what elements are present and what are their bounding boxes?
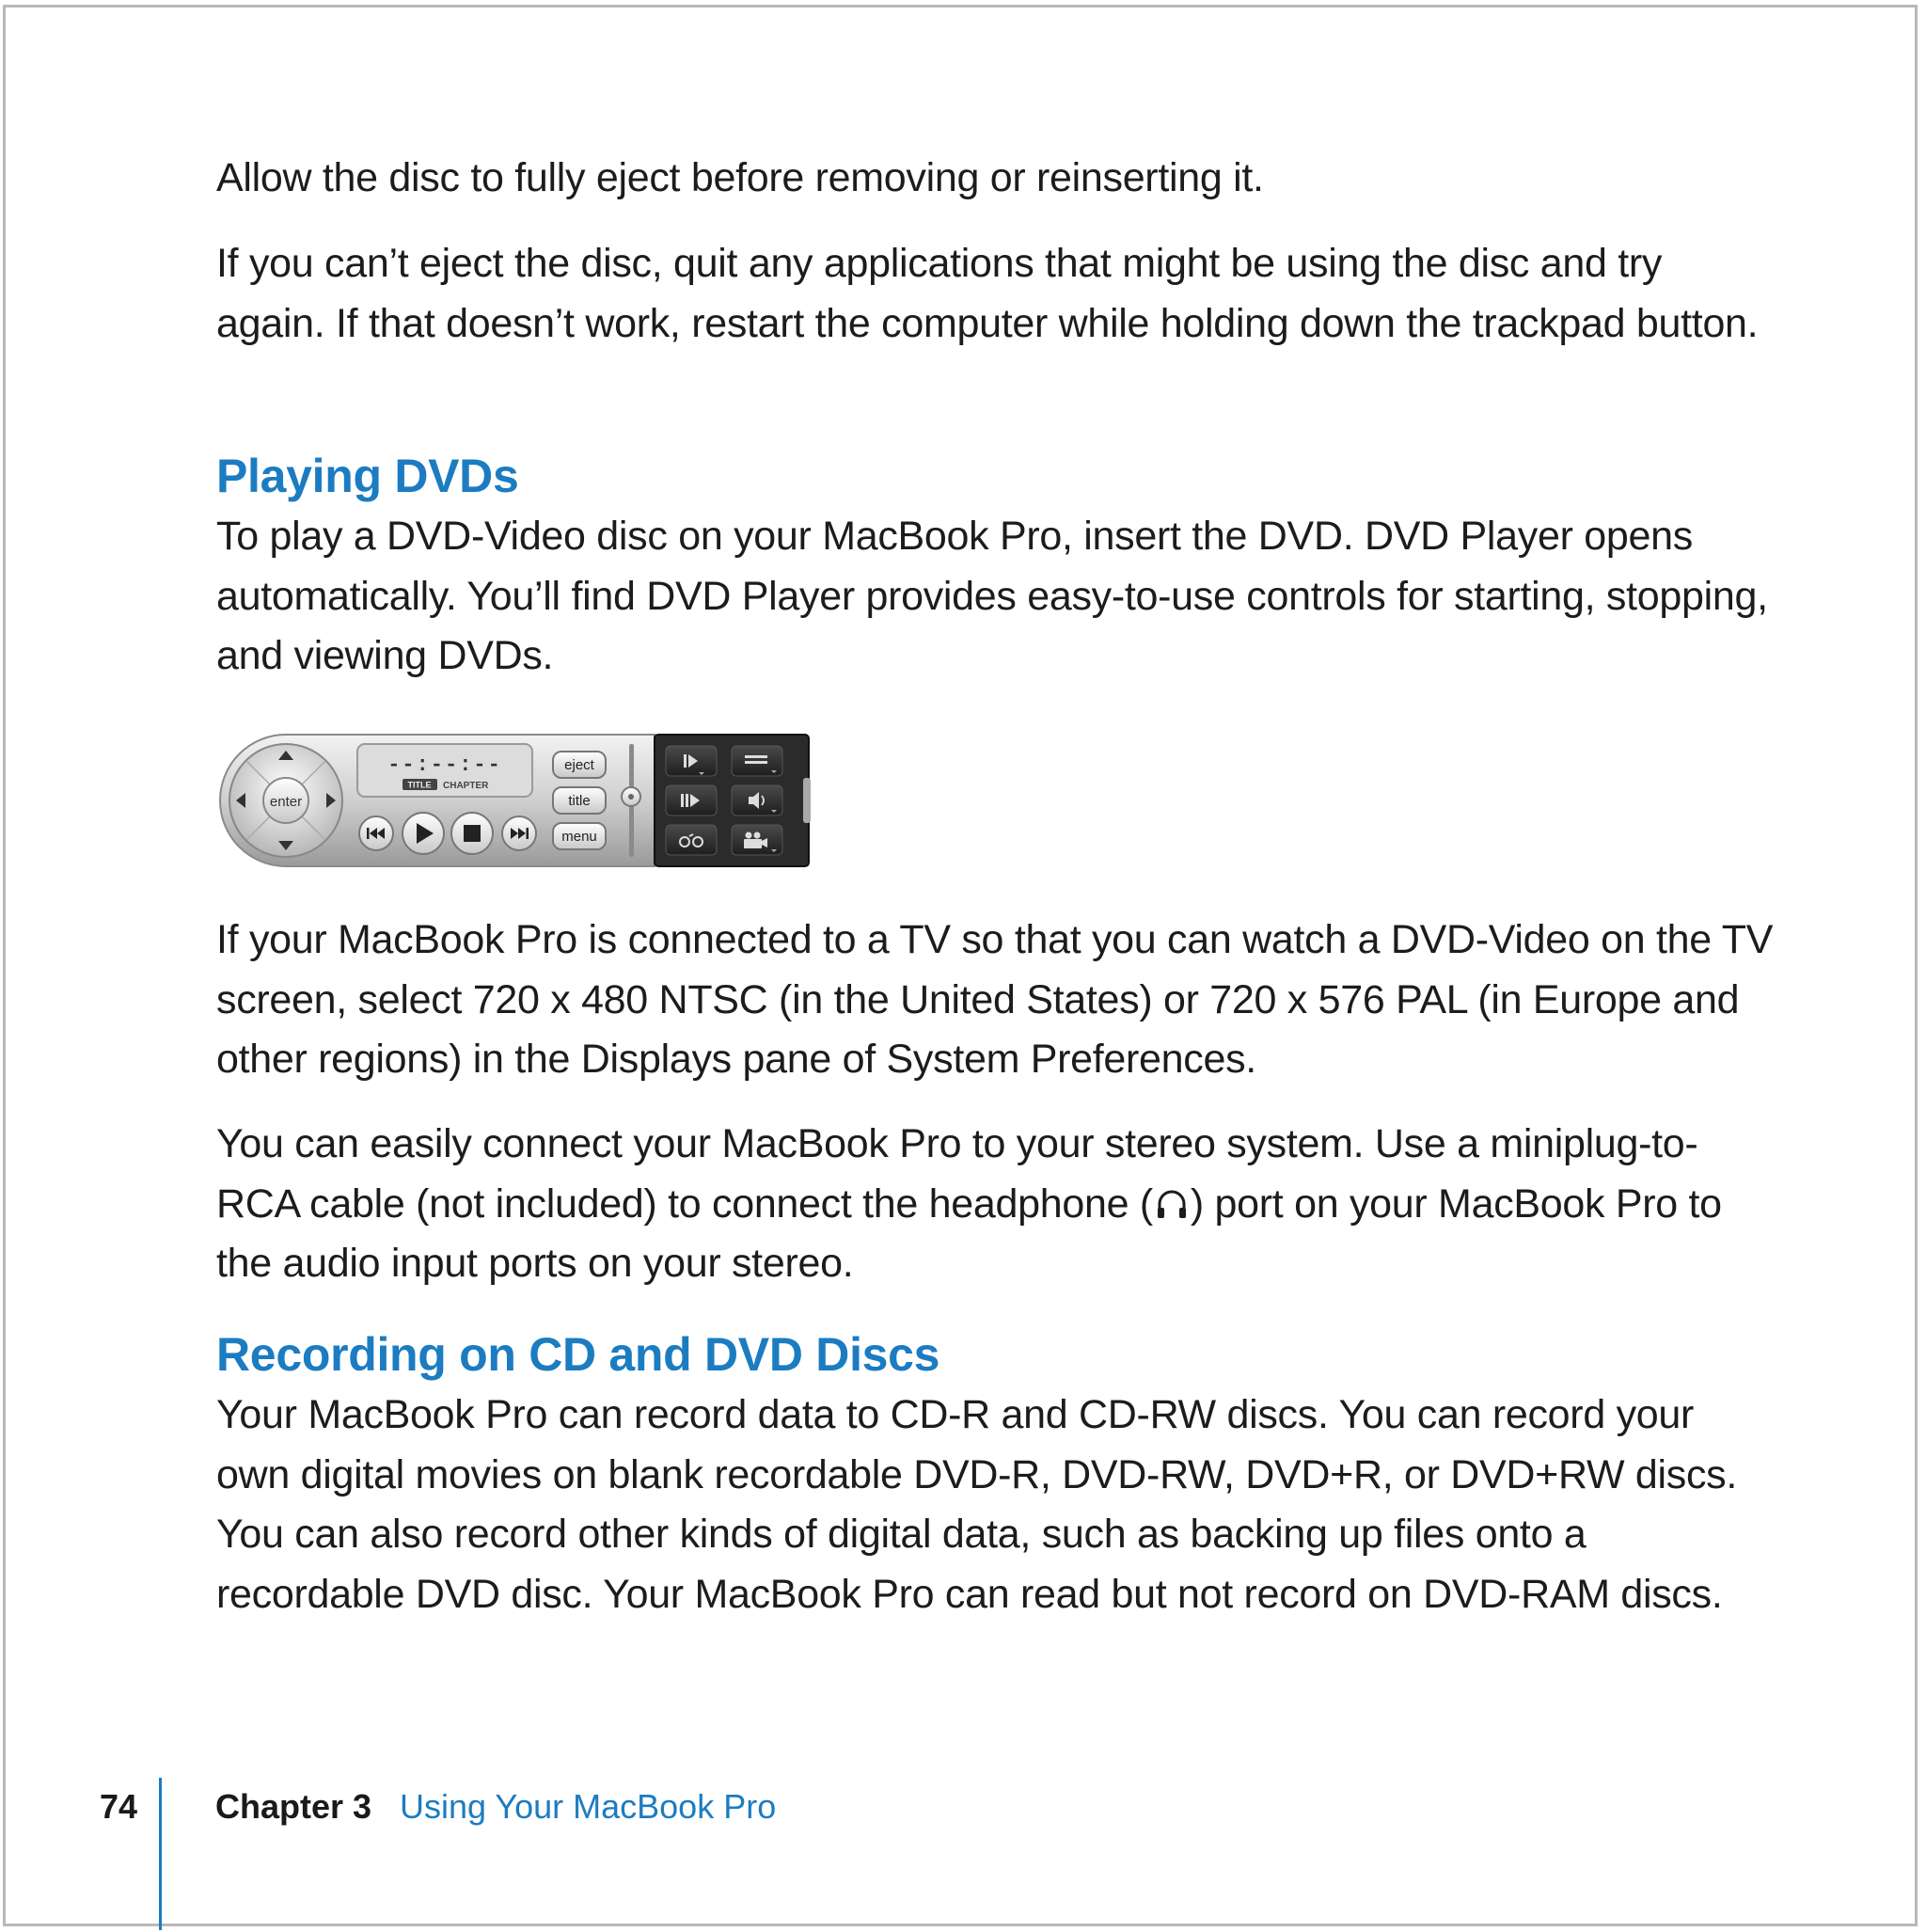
stop-icon <box>464 825 481 842</box>
next-button[interactable] <box>502 816 536 850</box>
menu-label: menu <box>561 829 597 845</box>
paragraph-playing-dvds: To play a DVD-Video disc on your MacBook Pro, insert the DVD. DVD Player opens automatically. You’ll find DVD Player provides easy-to-use controls for starting, stopping, and viewing DVDs. <box>216 514 1768 678</box>
page-footer <box>0 1778 1926 1928</box>
chapter-label: CHAPTER <box>443 781 489 791</box>
title-button[interactable] <box>553 787 606 814</box>
heading-recording-discs: Recording on CD and DVD Discs <box>216 1328 940 1381</box>
return-button[interactable] <box>666 825 717 855</box>
paragraph-tv-output: If your MacBook Pro is connected to a TV so that you can watch a DVD-Video on the TV screen, select 720 x 480 NTSC (in the United States) or 720 x 576 PAL (in Europe and other regions) in the Displays pane of System Preferences. <box>216 917 1774 1082</box>
chapter-label: Chapter 3 <box>215 1787 372 1826</box>
audio-button[interactable] <box>732 785 782 816</box>
angle-button[interactable] <box>732 825 782 855</box>
eject-label: eject <box>564 757 594 773</box>
play-button[interactable] <box>403 813 444 854</box>
stop-button[interactable] <box>451 813 493 854</box>
previous-button[interactable] <box>359 816 393 850</box>
paragraph-stereo <box>216 1115 1777 1294</box>
eject-button[interactable] <box>553 752 606 778</box>
paragraph-recording-discs: Your MacBook Pro can record data to CD-R and CD-RW discs. You can record your own digital movies on blank recordable DVD-R, DVD-RW, DVD+R, or DVD+RW discs. You can also record other kinds of digital data, such as backing up files onto a recordable DVD disc. Your MacBook Pro can read but not record on DVD-RAM discs. <box>216 1392 1738 1617</box>
time-readout: --:--:-- <box>387 753 502 777</box>
title-badge-label: TITLE <box>407 780 432 790</box>
enter-button[interactable]: enter <box>269 794 303 810</box>
paragraph-stereo-part1: You can easily connect your MacBook Pro to your stereo system. Use a miniplug-to-RCA cable (not included) to connect the headphone ( <box>216 1121 1698 1227</box>
drawer-handle[interactable] <box>803 778 811 823</box>
title-label: title <box>568 793 591 809</box>
menu-button[interactable] <box>553 823 606 849</box>
footer-divider <box>159 1778 162 1930</box>
heading-playing-dvds: Playing DVDs <box>216 450 519 502</box>
slow-motion-button[interactable] <box>666 746 717 776</box>
dvd-player-controller <box>216 731 814 870</box>
paragraph-eject-note: Allow the disc to fully eject before removing or reinserting it. <box>216 155 1264 200</box>
headphone-icon <box>1153 1185 1191 1223</box>
step-frame-button[interactable] <box>666 785 717 816</box>
subtitles-button[interactable] <box>732 746 782 776</box>
chapter-title: Using Your MacBook Pro <box>400 1787 777 1826</box>
paragraph-stereo-part2: ) port on your MacBook Pro to the audio input ports on your stereo. <box>216 1180 1722 1286</box>
paragraph-eject-troubleshoot: If you can’t eject the disc, quit any applications that might be using the disc and try again. If that doesn’t work, restart the computer while holding down the trackpad button. <box>216 241 1759 346</box>
page-number: 74 <box>100 1787 138 1826</box>
